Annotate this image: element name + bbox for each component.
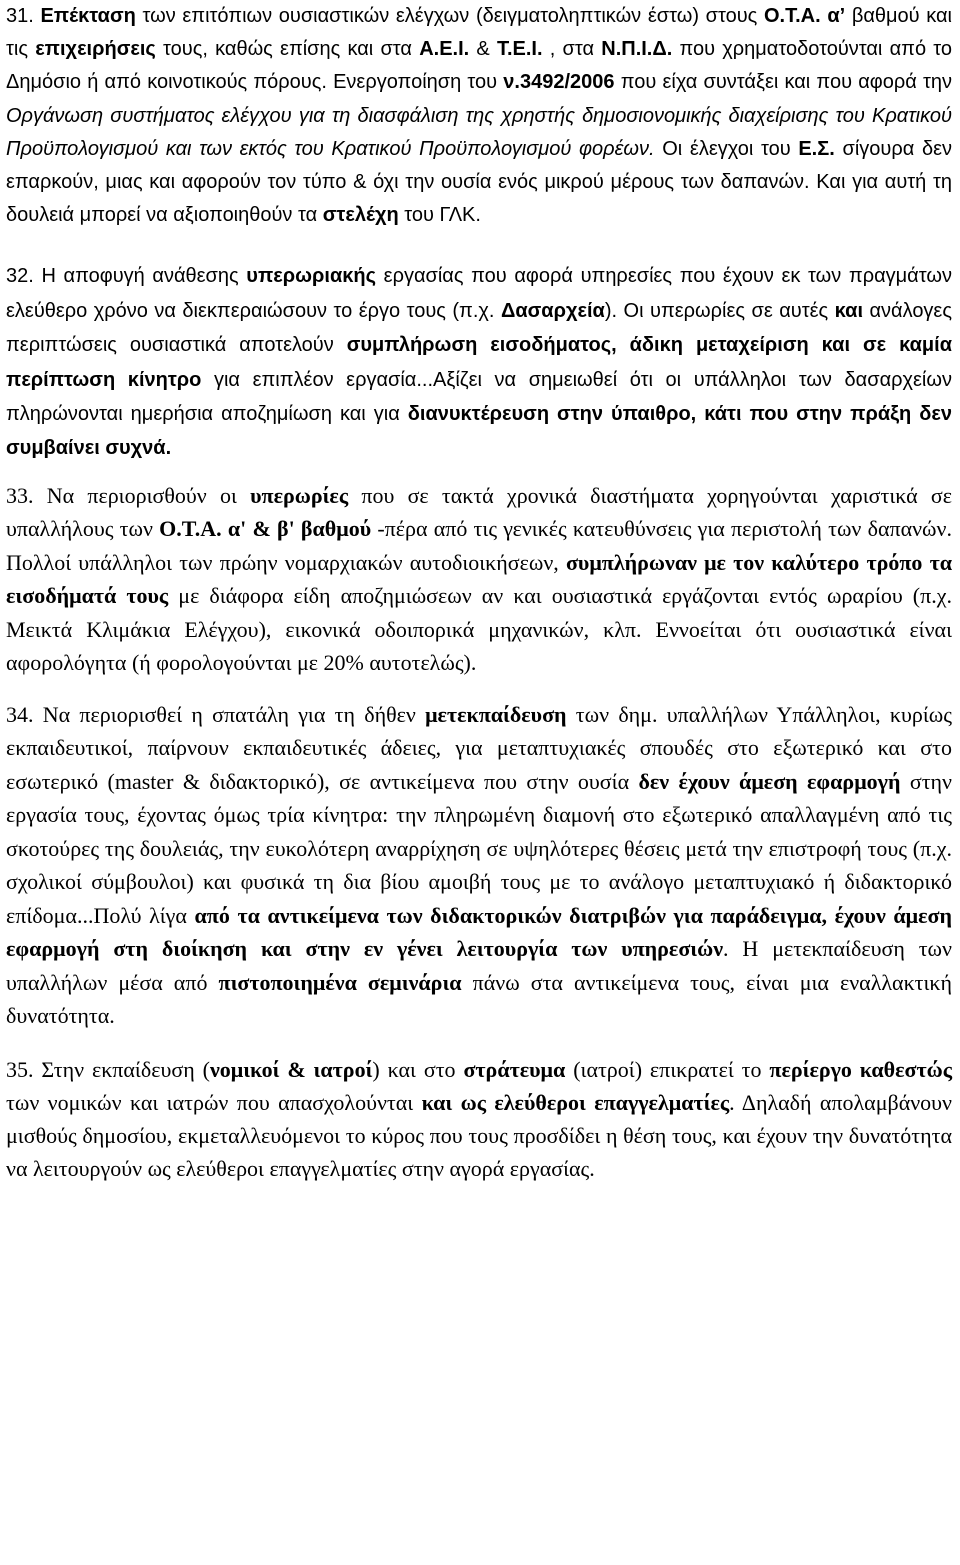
bold-text-segment: και ως ελεύθεροι επαγγελματίες: [421, 1089, 730, 1115]
bold-text-segment: διανυκτέρευση στην ύπαιθρο, κάτι που στην πράξη δεν συμβαίνει συχνά.: [6, 403, 952, 460]
text-segment: με διάφορα είδη αποζημιώσεων αν και ουσιαστικά εργάζονται εντός ωραρίου (π.χ. Μεικτά Κλιμάκια Ελέγχου), εικονικά οδοιπορικά μηχανικών, κλπ. Εννοείται ότι ουσιαστικά είναι αφορολόγητα (ή φορολογούνται με 20% αυτοτελώς).: [6, 583, 953, 676]
text-segment: που χρηματοδοτούνται από το Δημόσιο ή από κοινοτικούς πόρους. Ενεργοποίηση του: [6, 38, 953, 94]
text-segment: 32. Η αποφυγή ανάθεσης: [6, 265, 247, 288]
bold-text-segment: Ο.Τ.Α. α' & β' βαθμού: [159, 516, 372, 542]
bold-text-segment: νομικοί & ιατροί: [209, 1056, 373, 1082]
bold-text-segment: α’: [827, 5, 846, 27]
list-item-34: [6, 698, 952, 1033]
bold-text-segment: δεν έχουν άμεση εφαρμογή: [638, 768, 901, 794]
text-segment: &: [469, 38, 497, 61]
list-item-31: [6, 0, 952, 232]
bold-text-segment: στελέχη: [322, 204, 399, 227]
bold-text-segment: ν.3492/2006: [503, 71, 615, 94]
text-segment: 34. Να περιορισθεί η σπατάλη για τη δήθεν: [6, 701, 426, 727]
text-segment: ) και στο: [372, 1056, 464, 1082]
text-segment: ανάλογες περιπτώσεις ουσιαστικά αποτελούν: [6, 299, 952, 357]
text-segment: 35. Στην εκπαίδευση (: [6, 1056, 210, 1082]
text-segment: των νομικών και ιατρών που απασχολούνται: [6, 1089, 422, 1115]
bold-text-segment: Ν.Π.Ι.Δ.: [601, 38, 673, 61]
list-item-32: [6, 259, 952, 465]
bold-text-segment: Δασαρχεία: [500, 299, 605, 322]
text-segment: βαθμού και τις: [6, 5, 953, 61]
bold-text-segment: Ε.Σ.: [798, 137, 835, 160]
text-segment: 31.: [6, 5, 41, 27]
bold-text-segment: μετεκπαίδευση: [425, 701, 567, 727]
bold-text-segment: στράτευμα: [463, 1056, 566, 1082]
text-segment: των δημ. υπαλλήλων Υπάλληλοι, κυρίως εκπαιδευτικοί, παίρνουν εκπαιδευτικές άδειες, για μεταπτυχιακές σπουδές στο εξωτερικό και στο εσωτερικό (master & διδακτορικό), σε αντικείμενα που στην ουσία: [6, 701, 952, 794]
text-segment: εργασίας που αφορά υπηρεσίες που έχουν εκ των πραγμάτων ελεύθερο χρόνο να διεκπεραιώσουν το έργο τους (π.χ.: [6, 265, 952, 322]
text-segment: τους, καθώς επίσης και στα: [155, 38, 420, 61]
text-segment: -πέρα από τις γενικές κατευθύνσεις για περιστολή των δαπανών. Πολλοί υπάλληλοι των πρώην νομαρχιακών αυτοδιοικήσεων,: [6, 516, 952, 575]
bold-text-segment: Ο.Τ.Α.: [763, 5, 821, 27]
bold-text-segment: Α.Ε.Ι.: [419, 38, 470, 61]
text-segment: των επιτόπιων ουσιαστικών ελέγχων (δειγματοληπτικών έστω) στους: [135, 5, 764, 27]
bold-text-segment: συμπλήρωναν με τον καλύτερο τρόπο τα εισοδήματά τους: [6, 549, 952, 609]
bold-text-segment: συμπλήρωση εισοδήματος, άδικη μεταχείριση και σε καμία περίπτωση κίνητρο: [6, 334, 952, 391]
text-segment: Οι έλεγχοι του: [654, 137, 799, 160]
text-segment: για επιπλέον εργασία...Αξίζει να σημειωθεί ότι οι υπάλληλοι των δασαρχείων πληρώνονται ημερήσια αποζημίωση και για: [6, 368, 952, 426]
bold-text-segment: και: [834, 299, 864, 322]
bold-text-segment: υπερωριακής: [246, 265, 377, 288]
list-item-33: [6, 479, 952, 680]
text-segment: , στα: [542, 38, 602, 61]
text-segment: σίγουρα δεν επαρκούν, μιας και αφορούν τον τύπο & όχι την ουσία ενός μικρού μέρους των δαπανών. Και για αυτή τη δουλειά μπορεί να αξιοποιηθούν τα: [6, 137, 953, 227]
bold-text-segment: υπερωρίες: [250, 482, 349, 508]
bold-text-segment: Τ.Ε.Ι.: [496, 38, 543, 61]
text-segment: πάνω στα αντικείμενα τους, είναι μια εναλλακτική δυνατότητα.: [6, 969, 952, 1029]
bold-text-segment: από τα αντικείμενα των διδακτορικών διατριβών για παράδειγμα, έχουν άμεση εφαρμογή στη διοίκηση και στην εν γένει λειτουργία των υπηρεσιών: [6, 902, 953, 962]
text-segment: που είχα συντάξει και που αφορά την: [614, 71, 952, 94]
italic-text-segment: Οργάνωση συστήματος ελέγχου για τη διασφάλιση της χρηστής δημοσιονομικής διαχείρισης του Κρατικού Προϋπολογισμού και των εκτός του Κρατικού Προϋπολογισμού φορέων.: [6, 104, 952, 160]
text-segment: που σε τακτά χρονικά διαστήματα χορηγούνται χαριστικά σε υπαλλήλους των: [6, 482, 953, 542]
text-segment: ). Οι υπερωρίες σε αυτές: [604, 299, 835, 322]
list-item-35: [6, 1053, 952, 1185]
text-segment: 33. Να περιορισθούν οι: [6, 482, 251, 508]
text-segment: . Δηλαδή απολαμβάνουν μισθούς δημοσίου, εκμεταλλευόμενοι το κύρος που τους προσδίδει η θέση τους, και έχουν την δυνατότητα να λειτουργούν ως ελεύθεροι επαγγελματίες στην αγορά εργασίας.: [6, 1089, 953, 1181]
bold-text-segment: πιστοποιημένα σεμινάρια: [218, 969, 462, 995]
text-segment: στην εργασία τους, έχοντας όμως τρία κίνητρα: την πληρωμένη διαμονή στο εξωτερικό απαλλαγμένη από τις σκοτούρες της δουλειάς, την ευκολότερη αναρρίχηση σε υψηλότερες θέσεις μετά την επιστροφή τους (π.χ. σχολικοί σύμβουλοι) και φυσικά τη δια βίου αμοιβή τους με το ανάλογο μεταπτυχιακό ή διδακτορικό επίδομα...Πολύ λίγα: [6, 768, 952, 928]
bold-text-segment: περίεργο καθεστώς: [769, 1056, 953, 1082]
text-segment: του ΓΛΚ.: [398, 204, 481, 227]
bold-text-segment: Επέκταση: [40, 5, 136, 27]
text-segment: . Η μετεκπαίδευση των υπαλλήλων μέσα από: [6, 936, 952, 995]
bold-text-segment: επιχειρήσεις: [35, 38, 156, 61]
text-segment: (ιατροί) επικρατεί το: [565, 1056, 770, 1082]
